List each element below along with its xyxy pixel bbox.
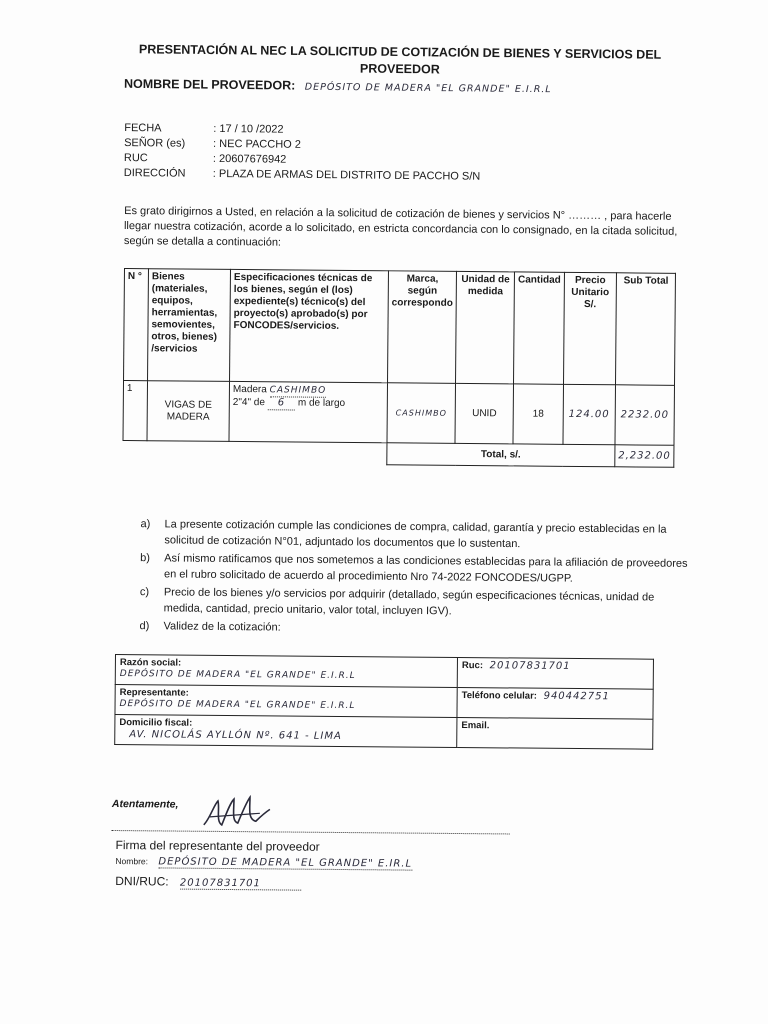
condition-mark: b) [140,552,151,565]
provider-label: NOMBRE DEL PROVEEDOR: [123,76,296,93]
fecha-label: FECHA [124,122,162,135]
cell-marca: CASHIMBO [387,383,456,444]
header-n: N ° [124,269,149,381]
nombre-label: Nombre: [115,856,149,867]
total-label: Total, s/. [387,443,615,467]
quotation-table-wrapper [122,268,676,468]
signature-line [112,830,510,834]
provider-line [124,77,552,95]
supplier-ruc-label: Ruc: [461,660,484,672]
condition-text: Precio de los bienes y/o servicios por adquirir (detallado, según especificaciones técnicas, unidad de medida, cantidad, precio unitario, valor total, incluyen IGV). [163,586,655,617]
total-row [123,440,675,467]
senor-label: SEÑOR (es) [124,137,186,150]
dni-line [115,874,301,891]
rep-cell [115,685,457,718]
spec-mid: 2"4" de [232,396,266,409]
rep-label: Representante: [119,687,189,699]
email-cell [457,717,653,749]
tel-value: 940442751 [543,690,610,703]
condition-mark: c) [139,586,150,599]
header-subtotal: Sub Total [615,273,676,386]
spec-wood: CASHIMBO [269,385,327,396]
list-item [140,517,690,554]
firma-label: Firma del representante del proveedor [115,838,320,854]
cell-bien: VIGAS DE MADERA [147,381,230,442]
cell-cantidad: 18 [513,384,563,444]
spec-length: 6 [268,397,295,410]
meta-block [123,122,481,183]
atentamente-text: Atentamente, [111,798,179,811]
condition-text: La presente cotización cumple las condiciones de compra, calidad, garantía y precio establecidas en la solicitud de cotización N°01, adjuntado los documentos que lo sustentan. [164,518,667,550]
quotation-table [122,268,676,468]
supplier-row [115,685,653,720]
cell-unidad: UNID [455,383,514,444]
header-bienes: Bienes (materiales, equipos, herramientas, semovientes, otros, bienes) /servicios [148,269,231,382]
domicilio-cell [115,715,457,748]
email-label: Email. [461,720,490,732]
fecha-value: : 17 / 10 /2022 [213,122,284,136]
cell-especificacion [229,381,388,442]
document-title: PRESENTACIÓN AL NEC LA SOLICITUD DE COTIZACIÓN DE BIENES Y SERVICIOS DEL PROVEEDOR [138,42,662,77]
total-value: 2,232.00 [615,445,675,468]
dni-label: DNI/RUC: [115,874,169,889]
supplier-ruc-value: 20107831701 [489,660,571,672]
table-row [123,381,675,446]
header-especificaciones: Especificaciones técnicas de los bienes, según el (los) expediente(s) técnico(s) del proyecto(s) aprobado(s) por FONCODES/servicios. [230,269,389,382]
condition-text: Validez de la cotización: [163,620,281,634]
tel-cell [457,687,653,719]
razon-value: DEPÓSITO DE MADERA "EL GRANDE" E.I.R.L [119,669,356,682]
razon-cell [115,655,457,688]
nombre-value: DEPÓSITO DE MADERA "EL GRANDE" E.IR.L [158,856,413,870]
list-item [140,551,690,588]
spec-suffix: m de largo [297,397,346,409]
list-item [139,619,689,640]
spec-prefix: Madera [232,383,267,396]
conditions-list [139,517,690,643]
ruc-label: RUC [123,152,148,165]
supplier-row [115,655,653,690]
domicilio-label: Domicilio fiscal: [119,717,193,729]
senor-value: : NEC PACCHO 2 [213,137,301,151]
condition-mark: a) [140,518,151,531]
direccion-label: DIRECCIÓN [123,166,186,180]
direccion-value: : PLAZA DE ARMAS DEL DISTRITO DE PACCHO S/N [212,167,481,183]
rep-value: DEPÓSITO DE MADERA "EL GRANDE" E.I.R.L [119,699,356,712]
handwritten-signature [200,795,280,832]
supplier-box-wrapper [114,654,654,750]
condition-mark: d) [139,620,150,633]
list-item [140,585,690,622]
intro-paragraph: Es grato dirigirnos a Usted, en relación a la solicitud de cotización de bienes y servicios N° ……… , para hacerle llegar nuestra cotización, acorde a lo solicitado, en estricta concordancia con lo consignado, en la citada solicitud, según se detalla a continuación: [123,205,678,249]
supplier-table [114,654,654,750]
tel-label: Teléfono celular: [461,690,538,702]
ruc-cell [457,657,653,689]
condition-text: Así mismo ratificamos que nos sometemos a las condiciones establecidas para la afiliación de proveedores en el rubro solicitado de acuerdo al procedimiento Nro 74-2022 FONCODES/UGPP. [163,552,688,585]
ruc-value: : 20607676942 [212,152,287,166]
table-header-row [124,269,676,386]
cell-subtotal: 2232.00 [615,385,675,446]
razon-label: Razón social: [119,657,182,669]
header-cantidad: Cantidad [514,272,565,384]
supplier-row [115,715,653,750]
domicilio-value: AV. NICOLÁS AYLLÓN Nº. 641 - LIMA [129,729,342,742]
cell-precio: 124.00 [563,384,616,444]
cell-n: 1 [123,381,148,441]
dni-value: 20107831701 [180,878,301,891]
header-unidad: Unidad de medida [456,271,515,384]
provider-value: DEPÓSITO DE MADERA "EL GRANDE" E.I.R.L [304,81,552,96]
header-precio: Precio Unitario S/. [563,272,616,384]
nombre-line [115,856,412,871]
header-marca: Marca, según correspondo [388,271,457,384]
